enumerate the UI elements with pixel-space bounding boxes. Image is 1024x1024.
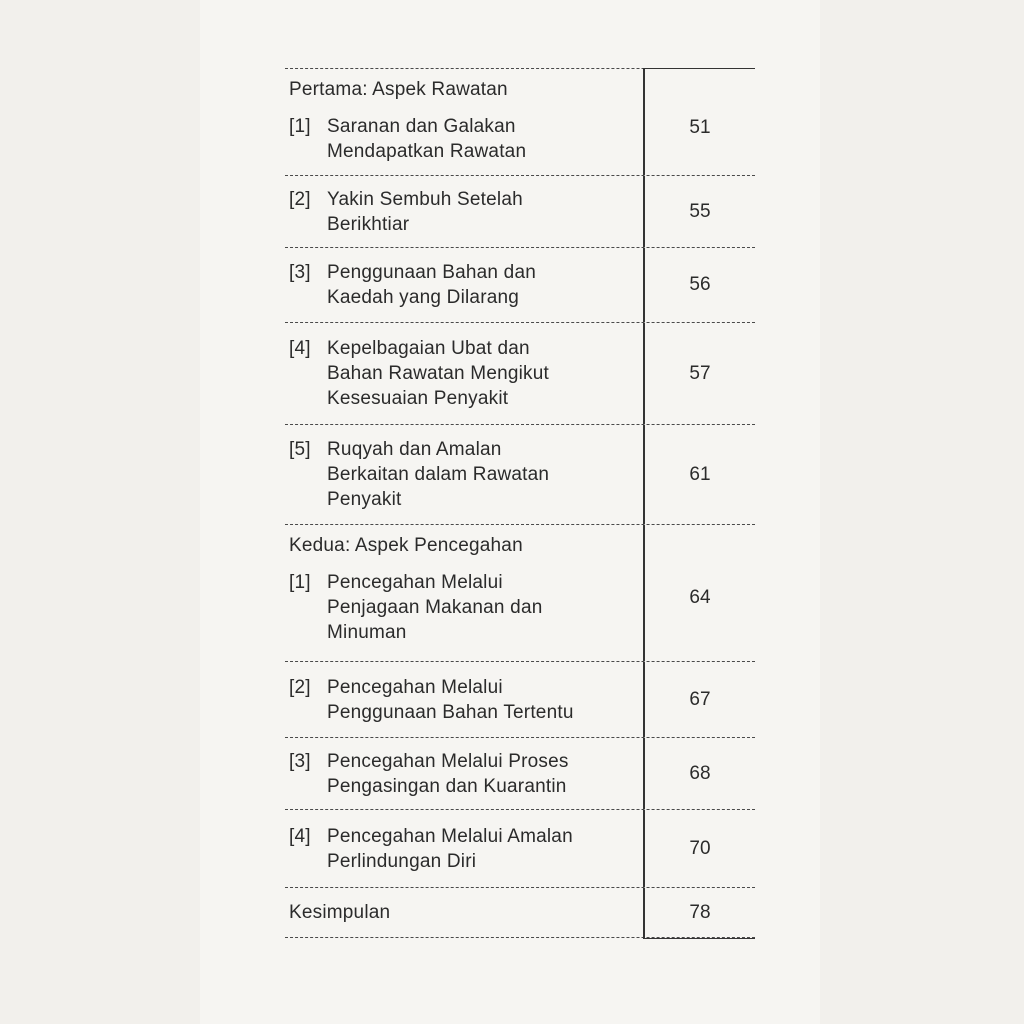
section-title: Kedua: Aspek Pencegahan — [289, 535, 523, 556]
toc-row — [285, 525, 755, 662]
toc-entry — [289, 336, 637, 411]
entry-line: Penggunaan Bahan Tertentu — [327, 701, 574, 723]
table-of-contents — [285, 68, 755, 938]
entry-number: [3] — [289, 750, 311, 772]
entry-line: Pencegahan Melalui Proses — [327, 750, 569, 772]
entry-line: Pengasingan dan Kuarantin — [327, 775, 567, 797]
page-number: 78 — [643, 888, 755, 939]
toc-row-conclusion — [285, 888, 755, 938]
entry-line: Kesesuaian Penyakit — [327, 388, 509, 409]
toc-row — [285, 248, 755, 323]
toc-entry — [289, 187, 637, 237]
toc-entry — [289, 570, 637, 645]
page-number: 61 — [643, 425, 755, 524]
entry-line: Minuman — [327, 622, 407, 643]
toc-row — [285, 662, 755, 738]
toc-entry — [289, 437, 637, 512]
conclusion-label: Kesimpulan — [289, 902, 391, 923]
toc-entry — [289, 260, 637, 310]
entry-line: Saranan dan Galakan — [327, 116, 516, 137]
entry-line: Pencegahan Melalui Amalan — [327, 825, 573, 847]
entry-line: Kepelbagaian Ubat dan — [327, 338, 530, 359]
page-number: 64 — [643, 525, 755, 661]
toc-entry — [289, 824, 637, 874]
entry-number: [2] — [289, 676, 311, 698]
entry-number: [4] — [289, 825, 311, 847]
toc-entry — [289, 749, 637, 799]
page-number: 55 — [643, 176, 755, 247]
entry-line: Penyakit — [327, 489, 402, 510]
entry-number: [3] — [289, 262, 311, 283]
page-number: 57 — [643, 323, 755, 424]
entry-line: Berkaitan dalam Rawatan — [327, 464, 550, 485]
entry-number: [1] — [289, 116, 311, 137]
page-number: 70 — [643, 810, 755, 887]
entry-line: Berikhtiar — [327, 213, 410, 235]
entry-line: Penggunaan Bahan dan — [327, 262, 536, 283]
toc-row — [285, 68, 755, 176]
entry-line: Perlindungan Diri — [327, 850, 477, 872]
entry-line: Mendapatkan Rawatan — [327, 141, 527, 162]
toc-row — [285, 810, 755, 888]
entry-line: Kaedah yang Dilarang — [327, 287, 520, 308]
page-number: 51 — [643, 69, 755, 175]
entry-number: [5] — [289, 439, 311, 460]
page-number: 67 — [643, 662, 755, 737]
page-number: 56 — [643, 248, 755, 322]
page-number: 68 — [643, 738, 755, 809]
entry-line: Pencegahan Melalui — [327, 572, 503, 593]
entry-number: [1] — [289, 572, 311, 593]
entry-number: [2] — [289, 188, 311, 210]
entry-number: [4] — [289, 338, 311, 359]
toc-row — [285, 176, 755, 248]
entry-line: Penjagaan Makanan dan — [327, 597, 543, 618]
entry-line: Bahan Rawatan Mengikut — [327, 363, 549, 384]
entry-line: Pencegahan Melalui — [327, 676, 503, 698]
section-title: Pertama: Aspek Rawatan — [289, 79, 508, 100]
toc-entry — [289, 675, 637, 725]
toc-row — [285, 323, 755, 425]
entry-line: Ruqyah dan Amalan — [327, 439, 502, 460]
toc-row — [285, 738, 755, 810]
entry-line: Yakin Sembuh Setelah — [327, 188, 523, 210]
toc-entry — [289, 114, 637, 164]
toc-row — [285, 425, 755, 525]
